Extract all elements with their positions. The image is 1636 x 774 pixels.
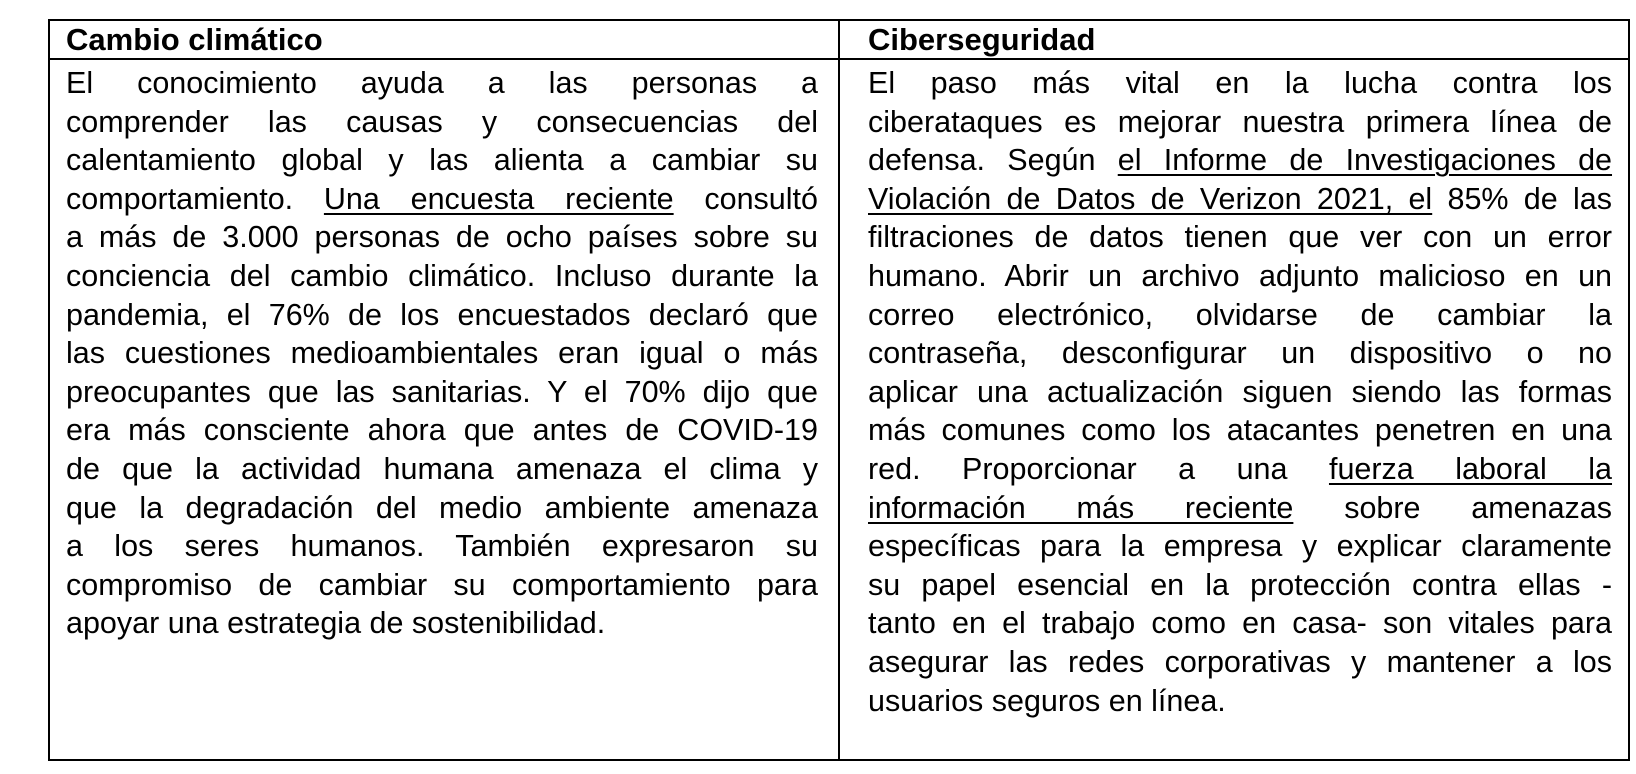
text-line [66,527,818,566]
text-line [66,64,818,103]
text-line [868,64,1612,103]
text-line [868,141,1612,180]
text-line [66,373,818,412]
text-line [66,450,818,489]
text-line [868,489,1612,528]
text-segment: ciberataques es mejorar nuestra primera línea de [868,104,1612,139]
text-segment: su papel esencial en la protección contra ellas - [868,567,1612,602]
text-segment: compromiso de cambiar su comportamiento para [66,567,818,602]
text-segment: aplicar una actualización siguen siendo las formas [868,374,1612,409]
text-segment: red. Proporcionar a una [868,451,1329,486]
text-segment: El paso más vital en la lucha contra los [868,66,1612,100]
text-line [868,334,1612,373]
text-line [66,141,818,180]
text-segment: El conocimiento ayuda a las personas a [66,66,818,100]
text-line [868,103,1612,142]
column-climate-change [50,21,840,759]
text-line [66,103,818,142]
text-line [868,257,1612,296]
text-line [66,604,818,643]
underlined-link-text[interactable]: Una encuesta reciente [323,181,674,216]
text-line [868,411,1612,450]
text-segment: contraseña, desconfigurar un dispositivo o no [868,336,1612,371]
text-segment: comportamiento. [66,181,324,216]
column-header-cybersecurity: Ciberseguridad [840,21,1628,60]
text-segment: a más de 3.000 personas de ocho países sobre su [66,220,818,255]
text-segment: consultó [673,181,818,216]
text-segment: filtraciones de datos tienen que ver con un error [868,220,1612,255]
text-segment: apoyar una estrategia de sostenibilidad. [66,606,606,641]
column-header-climate-change: Cambio climático [50,21,838,60]
underlined-link-text[interactable]: fuerza laboral la [1328,451,1613,486]
text-segment: más comunes como los atacantes penetren en una [868,413,1612,448]
text-segment: que la degradación del medio ambiente amenaza [66,490,818,525]
text-line [66,218,818,257]
text-line [868,643,1612,682]
text-line [66,411,818,450]
text-line [66,566,818,605]
climate-change-text [66,64,818,643]
text-segment: conciencia del cambio climático. Incluso durante la [66,258,818,293]
text-segment: usuarios seguros en línea. [868,683,1226,718]
text-segment: asegurar las redes corporativas y mantener a los [868,644,1612,679]
text-line [66,180,818,219]
underlined-link-text[interactable]: Violación de Datos de Verizon 2021, el [868,181,1433,216]
text-line [66,296,818,335]
text-line [66,489,818,528]
text-line [868,527,1612,566]
text-segment: pandemia, el 76% de los encuestados declaró que [66,297,818,332]
text-line [66,334,818,373]
text-segment: comprender las causas y consecuencias del [66,104,818,139]
text-segment: preocupantes que las sanitarias. Y el 70% dijo que [66,374,818,409]
text-line [868,450,1612,489]
text-line [868,296,1612,335]
text-segment: humano. Abrir un archivo adjunto malicioso en un [868,258,1612,293]
text-segment: las cuestiones medioambientales eran igual o más [66,336,818,371]
text-segment: calentamiento global y las alienta a cambiar su [66,143,818,178]
text-segment: defensa. Según [868,143,1118,178]
text-segment: correo electrónico, olvidarse de cambiar la [868,297,1612,332]
cybersecurity-text [868,64,1612,720]
text-segment: sobre amenazas [1293,490,1613,525]
text-segment: era más consciente ahora que antes de COVID-19 [66,413,818,448]
comparison-table [48,19,1630,761]
text-segment: a los seres humanos. También expresaron su [66,529,818,564]
text-segment: específicas para la empresa y explicar claramente [868,529,1612,564]
text-line [868,180,1612,219]
text-line [66,257,818,296]
text-line [868,218,1612,257]
underlined-link-text[interactable]: el Informe de Investigaciones de [1117,143,1613,178]
text-line [868,373,1612,412]
text-line [868,566,1612,605]
text-segment: de que la actividad humana amenaza el clima y [66,451,818,486]
column-cybersecurity [840,21,1628,759]
underlined-link-text[interactable]: información más reciente [868,490,1294,525]
text-line [868,682,1612,721]
text-segment: 85% de las [1432,181,1612,216]
text-segment: tanto en el trabajo como en casa- son vitales para [868,606,1612,641]
text-line [868,604,1612,643]
